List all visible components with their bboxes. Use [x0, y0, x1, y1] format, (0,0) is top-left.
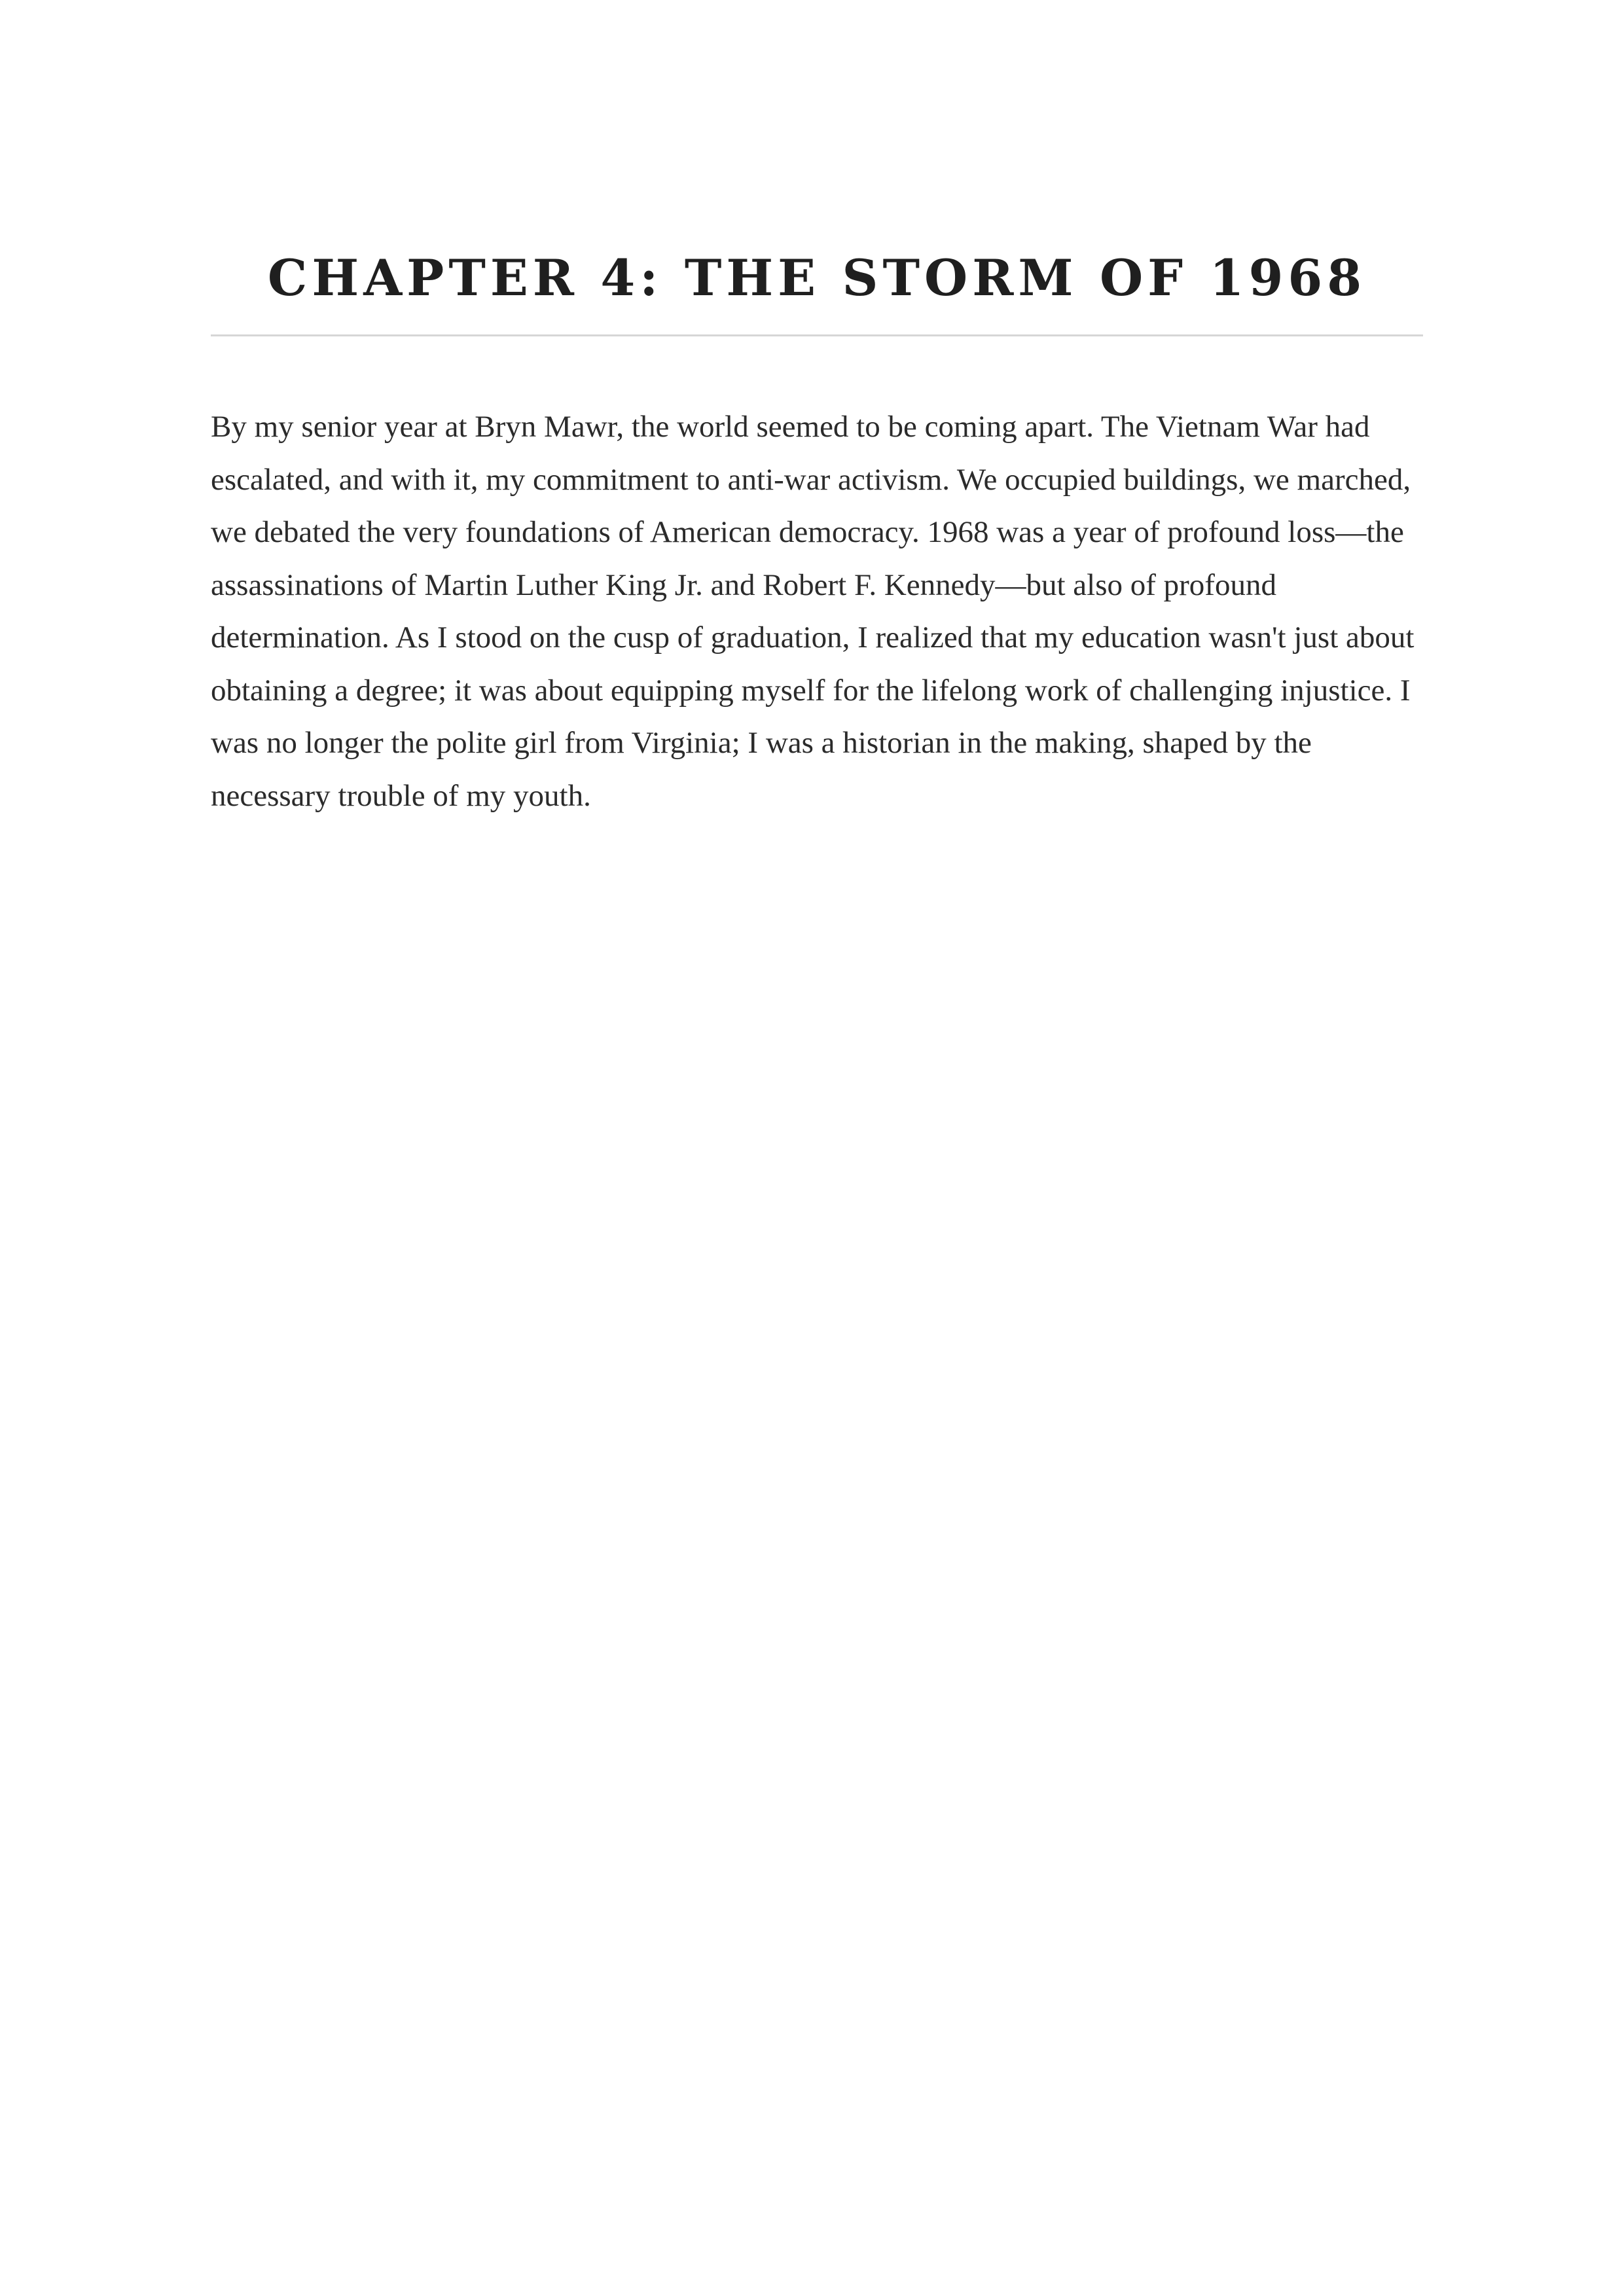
chapter-body-paragraph: By my senior year at Bryn Mawr, the world seemed to be coming apart. The Vietnam War had escalated, and with it, my commitment to anti-war activism. We occupied buildings, we marched, we debated the very foundations of American democracy. 1968 was a year of profound loss—the assassinations of Martin Luther King Jr. and Robert F. Kennedy—but also of profound determination. As I stood on the cusp of graduation, I realized that my education wasn't just about obtaining a degree; it was about equipping myself for the lifelong work of challenging injustice. I was no longer the polite girl from Virginia; I was a historian in the making, shaped by the necessary trouble of my youth. — [211, 410, 1415, 813]
chapter-title: CHAPTER 4: THE STORM OF 1968 — [267, 249, 1367, 307]
title-divider — [211, 334, 1423, 336]
